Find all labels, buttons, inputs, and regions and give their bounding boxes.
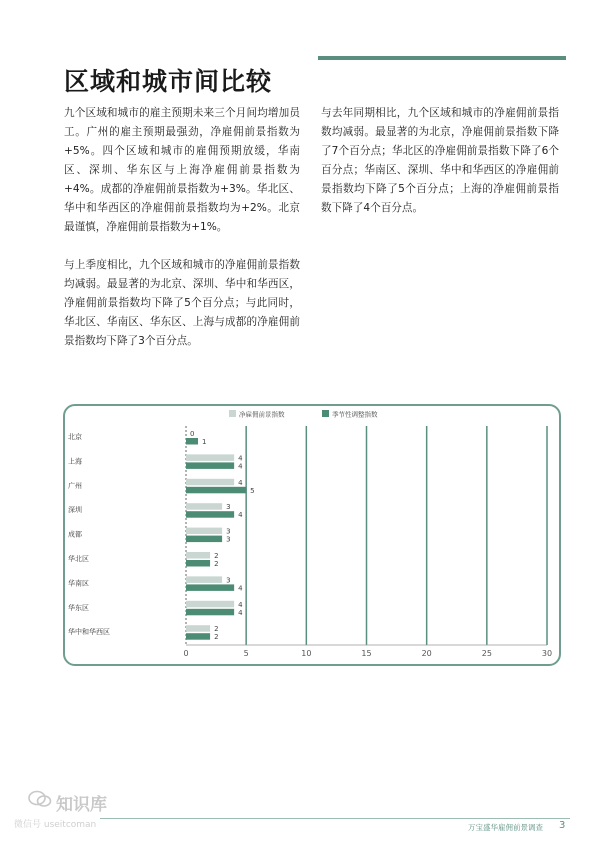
bar: [186, 633, 210, 640]
bar: [186, 536, 222, 543]
category-label: 华东区: [68, 603, 89, 612]
paragraph: 与去年同期相比，九个区域和城市的净雇佣前景指数均减弱。最显著的为北京，净雇佣前景指数下降了7个百分点；华北区的净雇佣前景指数下降了6个百分点；华南区、深圳、华中和华西区的净雇佣前景指数均下降了5个百分点；上海的净雇佣前景指数下降了4个百分点。: [321, 107, 559, 214]
bar: [186, 511, 234, 518]
page-number: 3: [559, 820, 566, 831]
data-label: 2: [214, 560, 219, 568]
bar: [186, 503, 222, 510]
legend-label: 净雇佣前景指数: [239, 410, 285, 419]
data-label: 4: [238, 478, 243, 487]
data-label: 5: [250, 486, 255, 495]
bar: [186, 479, 234, 486]
data-label: 4: [238, 454, 243, 463]
data-label: 2: [214, 633, 219, 642]
data-label: 3: [226, 503, 231, 512]
category-label: 北京: [68, 433, 82, 441]
data-label: 3: [226, 535, 231, 544]
category-label: 深圳: [68, 506, 82, 515]
legend-swatch: [322, 410, 329, 417]
paragraph: 与上季度相比，九个区域和城市的净雇佣前景指数均减弱。最显著的为北京、深圳、华中和华西区，净雇佣前景指数均下降了5个百分点；与此同时，华北区、华南区、华东区、上海与成都的净雇佣前景指数均下降了3个百分点。: [64, 259, 300, 347]
data-label: 4: [238, 584, 243, 593]
watermark-sub: 微信号 useitcoman: [14, 820, 97, 830]
bar: [186, 462, 234, 469]
bar: [186, 487, 246, 494]
bar: [186, 560, 210, 567]
data-label: 4: [238, 600, 243, 609]
bar: [186, 584, 234, 591]
x-tick-label: 0: [183, 649, 189, 658]
footer-text: 万宝盛华雇佣前景调查: [468, 823, 543, 832]
bar: [186, 552, 210, 559]
bar: [186, 454, 234, 461]
data-label: 2: [214, 625, 219, 634]
category-label: 华中和华西区: [68, 628, 110, 637]
data-label: 3: [226, 576, 231, 585]
category-label: 华北区: [68, 555, 89, 563]
watermark-name: 知识库: [56, 795, 107, 815]
x-tick-label: 10: [301, 649, 312, 658]
bar: [186, 625, 210, 632]
data-label: 4: [238, 608, 243, 617]
bar: [186, 576, 222, 583]
category-label: 上海: [68, 457, 82, 466]
data-label: 4: [238, 462, 243, 471]
x-tick-label: 15: [361, 649, 372, 658]
legend-swatch: [229, 410, 236, 417]
legend-label: 季节性调整指数: [332, 410, 378, 419]
bar: [186, 438, 198, 445]
wechat-icon: [28, 790, 52, 808]
data-label: 3: [226, 527, 231, 536]
category-label: 广州: [68, 481, 82, 490]
x-tick-label: 5: [243, 649, 249, 658]
x-tick-label: 30: [541, 649, 553, 658]
data-label: 0: [190, 430, 195, 438]
category-label: 华南区: [68, 579, 89, 588]
category-label: 成都: [68, 530, 82, 539]
paragraph: 九个区域和城市的雇主预期未来三个月间均增加员工。广州的雇主预期最强劲，净雇佣前景指数为+5%。四个区域和城市的雇佣预期放缓，华南区、深圳、华东区与上海净雇佣前景指数为+4%。成都的净雇佣前景指数为+3%。华北区、华中和华西区的净雇佣前景指数均为+2%。北京最谨慎，净雇佣前景指数为+1%。: [64, 107, 300, 233]
data-label: 1: [202, 438, 207, 446]
data-label: 2: [214, 552, 219, 560]
bar: [186, 601, 234, 608]
bar: [186, 609, 234, 616]
x-tick-label: 20: [421, 649, 432, 658]
data-label: 4: [238, 511, 243, 520]
bar: [186, 528, 222, 535]
page-title: 区域和城市间比较: [64, 67, 273, 96]
footer-divider: [100, 818, 570, 819]
x-tick-label: 25: [481, 649, 492, 658]
